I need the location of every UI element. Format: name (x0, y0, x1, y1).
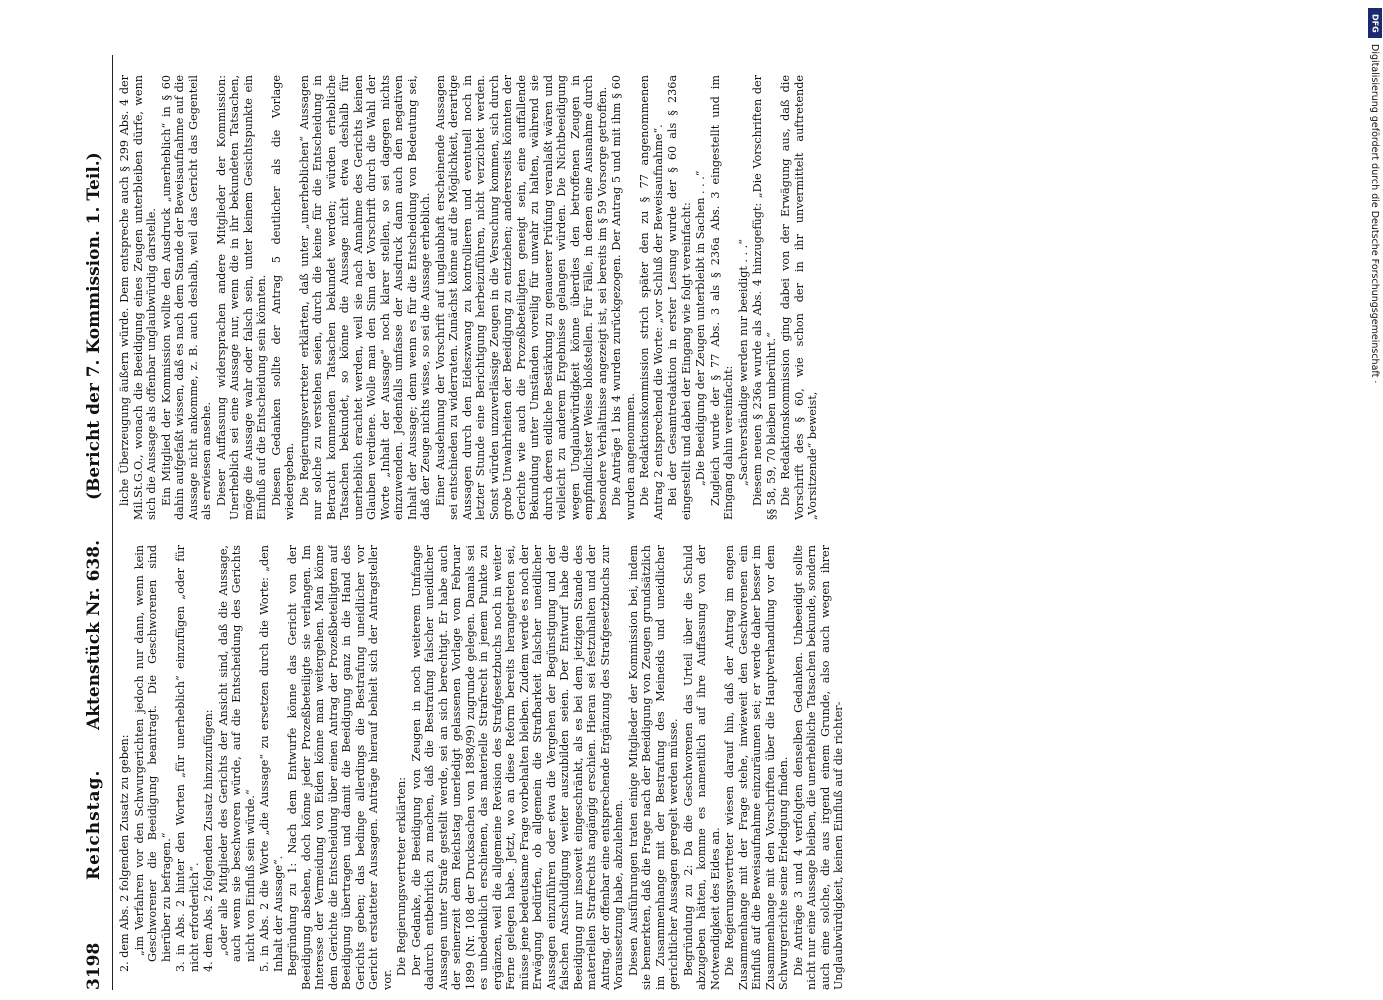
paragraph: „Sachverständige werden nur beeidigt . . .“ (736, 239, 750, 486)
paragraph: Diesem neuen § 236a wurde als Abs. 4 hinzugefügt: „Die Vorschriften der §§ 58, 59, 70 bleiben unberührt.“ (751, 75, 778, 520)
paragraph: „im Verfahren vor den Schwurgerichten jedoch nur dann, wenn kein Geschworener die Beeidigung beantragt. Die Geschworenen sind hierüber zu befragen.“ (132, 545, 173, 962)
header-rule (112, 55, 113, 990)
paragraph: Diesen Gedanken sollte der Antrag 5 deutlicher als die Vorlage wiedergeben. (269, 75, 296, 520)
paragraph: Ein Mitglied der Kommission wollte den Ausdruck „unerheblich“ in § 60 dahin aufgefaßt wissen, daß es nach dem Stande der Beweisaufnahme auf die Aussage nicht ankomme, z. B. auch deshalb, weil das Gericht das Gegenteil als erwiesen ansehe. (159, 75, 213, 520)
paragraph: 3. in Abs. 2 hinter den Worten „für unerheblich“ einzufügen „oder für nicht erforderlich“. (174, 545, 201, 972)
digitization-sidebar (1368, 8, 1382, 998)
paragraph: 5. in Abs. 2 die Worte „die Aussage“ zu ersetzen durch die Worte: „den Inhalt der Aussage“. (258, 545, 285, 972)
rotated-sheet (82, 55, 1372, 990)
dfg-credit: Digitalisierung gefördert durch die Deutsche Forschungsgemeinschaft · (1369, 44, 1380, 384)
paragraph: 2. dem Abs. 2 folgenden Zusatz zu geben: (118, 734, 131, 972)
paragraph: Die Redaktionskommission ging dabei von der Erwägung aus, daß die Vorschrift des § 60, wie schon der in ihr unvermittelt auftretende „Vorsitzende“ beweist, (779, 75, 819, 520)
paragraph: Der Gedanke, die Beeidigung von Zeugen in noch weiterem Umfange dadurch entbehrlich zu machen, daß die Bestrafung falscher uneidlicher Aussagen unter Strafe gestellt werde, sei an sich berechtigt. Er habe auch der seinerzeit dem Reichstag unerledigt gelassenen Vorlage vom Februar 1899 (Nr. 108 der Drucksachen von 1898/99) zugrunde gelegen. Damals sei es unbedenklich erschienen, das materielle Strafrecht in jenem Punkte zu ergänzen, weil die allgemeine Revision des Strafgesetzbuchs noch in weiter Ferne gelegen habe. Jetzt, wo an diese Reform bereits herangetreten sei, müsse jene bedeutsame Frage vorbehalten bleiben. Zudem werde es noch der Erwägung bedürfen, ob allgemein die Strafbarkeit falscher uneidlicher Aussagen einzuführen oder etwa die Vergehen der Begünstigung und der falschen Anschuldigung weiter auszubilden seien. Der Entwurf habe die Beeidigung nur insoweit eingeschränkt, als es bei dem jetzigen Stande des materiellen Strafrechts angängig erschien. Hieran sei festzuhalten und der Antrag, der offenbar eine entsprechende Ergänzung des Strafgesetzbuchs zur Voraussetzung habe, abzulehnen. (409, 545, 625, 990)
right-column (118, 75, 1358, 520)
paragraph: „Die Beeidigung der Zeugen unterbleibt in Sachen . . .“ (694, 170, 707, 486)
page-number: 3198 (84, 942, 104, 990)
paragraph: Die Anträge 3 und 4 verfolgten denselben Gedanken. Unbeeidigt sollte nicht nur eine Aussage bleiben, die unerhebliche Tatsachen bekunde, sondern auch eine solche, die aus irgend einem Grunde, also auch wegen ihrer Unglaubwürdigkeit, keinen Einfluß auf die richter- (791, 545, 845, 990)
paragraph: liche Überzeugung äußern würde. Dem entspreche auch § 299 Abs. 4 der Mil.St.G.O., wonach die Beeidigung eines Zeugen unterbleiben dürfe, wenn sich die Aussage als offenbar unglaubwürdig darstelle. (118, 75, 158, 520)
paragraph: Dieser Auffassung widersprachen andere Mitglieder der Kommission: Unerheblich sei eine Aussage nur, wenn die in ihr bekundeten Tatsachen, möge die Aussage wahr oder falsch sein, unter keinem Gesichtspunkte ein Einfluß auf die Entscheidung sein könnten. (214, 75, 268, 520)
paragraph: Einer Ausdehnung der Vorschrift auf unglaubhaft erscheinende Aussagen sei entschieden zu widerraten. Zunächst könne auf die Möglichkeit, derartige Aussagen durch den Eideszwang zu kontrollieren und eventuell noch in letzter Stunde eine Berichtigung herbeizuführen, nicht verzichtet werden. Sonst würden unzuverlässige Zeugen in die Versuchung kommen, sich durch grobe Unwahrheiten der Beeidigung zu entziehen; andererseits könnten der Gerichte wie auch die Prozeßbeteiligten geneigt sein, eine auffallende Bekundung unter Umständen voreilig für unwahr zu halten, während sie durch deren eidliche Bestärkung zu genauerer Prüfung veranlaßt wären und vielleicht zu anderem Ergebnisse gelangen würden. Die Nichtbeeidigung wegen Unglaubwürdigkeit könne überdies den betroffenen Zeugen in empfindlichster Weise bloßstellen. Für Fälle, in denen eine Ausnahme durch besondere Verhältnisse angezeigt ist, sei bereits im § 59 Vorsorge getroffen. (433, 75, 609, 520)
paragraph: Die Regierungsvertreter wiesen darauf hin, daß der Antrag im engen Zusammenhange mit der Frage stehe, inwieweit den Geschworenen ein Einfluß auf die Beweisaufnahme einzuräumen sei; er werde daher besser im Zusammenhange mit den Vorschriften über die Hauptverhandlung vor dem Schwurgerichte seine Erledigung finden. (723, 545, 790, 990)
paragraph: Begründung zu 1: Nach dem Entwurfe könne das Gericht von der Beeidigung absehen, doch könne jeder Prozeßbeteiligte sie verlangen. Im Interesse der Vermeidung von Eiden könne man weitergehen. Man könne dem Gerichte die Entscheidung über einen Antrag der Prozeßbeteiligten auf Beeidigung übertragen und damit die Beeidigung ganz in die Hand des Gerichts geben; das bedinge allerdings die Bestrafung uneidlicher vor Gericht erstatteter Aussagen. Anträge hierauf behielt sich der Antragsteller vor. (286, 545, 394, 990)
paragraph: Die Redaktionskommission strich später den zu § 77 angenommenen Antrag 2 entsprechend die Worte: „vor Schluß der Beweisaufnahme“. (638, 75, 665, 520)
paragraph: Diesen Ausführungen traten einige Mitglieder der Kommission bei, indem sie bemerkten, daß die Frage nach der Beeidigung von Zeugen grundsätzlich im Zusammenhange mit der Bestrafung des Meineids und uneidlicher gerichtlicher Aussagen geregelt werden müsse. (626, 545, 680, 990)
left-column (118, 545, 1358, 990)
paragraph: Die Regierungsvertreter erklärten: (395, 777, 408, 976)
page-header (82, 55, 110, 990)
dfg-logo: DFG (1368, 8, 1382, 38)
header-left: Reichstag. (84, 769, 104, 880)
paragraph: 4. dem Abs. 2 folgenden Zusatz hinzuzufügen: (202, 709, 215, 972)
paragraph: „oder alle Mitglieder des Gerichts der Ansicht sind, daß die Aussage, auch wenn sie beschworen würde, auf die Entscheidung des Gerichts nicht von Einfluß sein würde.“ (216, 545, 257, 962)
paragraph: Bei der Gesamtredaktion in erster Lesung wurde der § 60 als § 236a eingestellt und dabei der Eingang wie folgt vereinfacht: (666, 75, 693, 520)
paragraph: Zugleich wurde der § 77 Abs. 3 als § 236a Abs. 3 eingestellt und im Eingang dahin vereinfacht: (708, 75, 735, 520)
paragraph: Die Anträge 1 bis 4 wurden zurückgezogen. Der Antrag 5 und mit ihm § 60 wurden angenommen. (610, 75, 637, 520)
paragraph: Die Regierungsvertreter erklärten, daß unter „unerheblichen“ Aussagen nur solche zu verstehen seien, durch die keine für die Entscheidung in Betracht kommenden Tatsachen bekundet werden; würden erhebliche Tatsachen bekundet, so könne die Aussage nicht etwa deshalb für unerheblich erachtet werden, weil sie nach Annahme des Gerichts keinen Glauben verdiene. Wolle man den Sinn der Vorschrift durch die Wahl der Worte „Inhalt der Aussage“ noch klarer stellen, so sei dagegen nichts einzuwenden. Jedenfalls umfasse der Ausdruck dann auch den negativen Inhalt der Aussage; denn wenn es für die Entscheidung von Bedeutung sei, daß der Zeuge nichts wisse, so sei die Aussage erheblich. (297, 75, 432, 520)
header-right: (Bericht der 7. Kommission. 1. Teil.) (84, 152, 104, 500)
header-center: Aktenstück Nr. 638. (84, 539, 104, 730)
paragraph: Begründung zu 2: Da die Geschworenen das Urteil über die Schuld abzugeben hätten, komme es namentlich auf ihre Auffassung von der Notwendigkeit des Eides an. (681, 545, 722, 990)
